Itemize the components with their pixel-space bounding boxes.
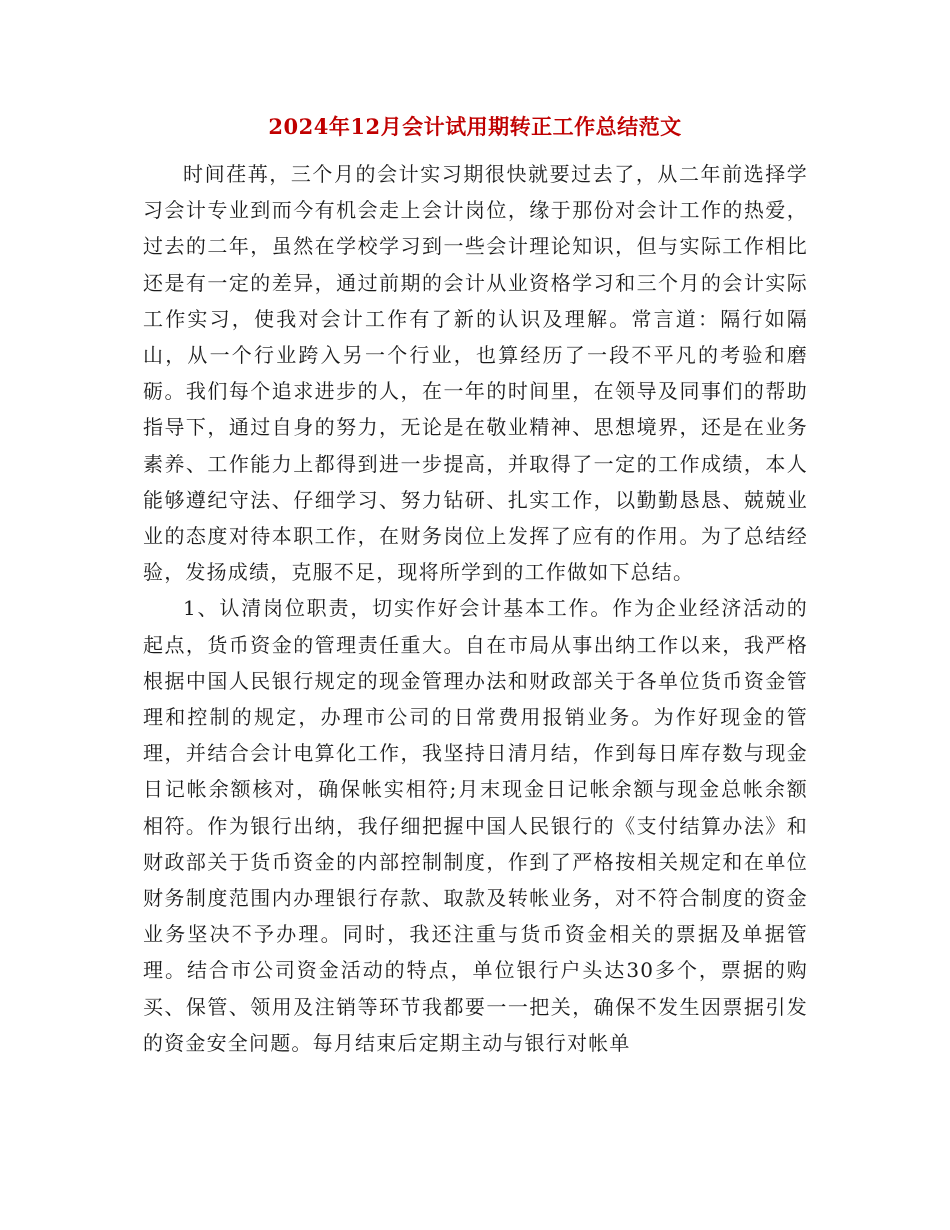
paragraph-intro: 时间荏苒，三个月的会计实习期很快就要过去了，从二年前选择学习会计专业到而今有机会走上会计岗位，缘于那份对会计工作的热爱，过去的二年，虽然在学校学习到一些会计理论知识，但与实际工作相比还是有一定的差异，通过前期的会计从业资格学习和三个月的会计实际工作实习，使我对会计工作有了新的认识及理解。常言道：隔行如隔山，从一个行业跨入另一个行业，也算经历了一段不平凡的考验和磨砺。我们每个追求进步的人，在一年的时间里，在领导及同事们的帮助指导下，通过自身的努力，无论是在敬业精神、思想境界，还是在业务素养、工作能力上都得到进一步提高，并取得了一定的工作成绩，本人能够遵纪守法、仔细学习、努力钻研、扎实工作，以勤勤恳恳、兢兢业业的态度对待本职工作，在财务岗位上发挥了应有的作用。为了总结经验，发扬成绩，克服不足，现将所学到的工作做如下总结。 [143, 162, 808, 585]
document-body [143, 156, 808, 1061]
paragraph-section-1: 1、认清岗位职责，切实作好会计基本工作。作为企业经济活动的起点，货币资金的管理责任重大。自在市局从事出纳工作以来，我严格根据中国人民银行规定的现金管理办法和财政部关于各单位货币资金管理和控制的规定，办理市公司的日常费用报销业务。为作好现金的管理，并结合会计电算化工作，我坚持日清月结，作到每日库存数与现金日记帐余额核对，确保帐实相符;月末现金日记帐余额与现金总帐余额相符。作为银行出纳，我仔细把握中国人民银行的《支付结算办法》和财政部关于货币资金的内部控制制度，作到了严格按相关规定和在单位财务制度范围内办理银行存款、取款及转帐业务，对不符合制度的资金业务坚决不予办理。同时，我还注重与货币资金相关的票据及单据管理。结合市公司资金活动的特点，单位银行户头达30多个，票据的购买、保管、领用及注销等环节我都要一一把关，确保不发生因票据引发的资金安全问题。每月结束后定期主动与银行对帐单 [143, 596, 808, 1055]
document-title: 2024年12月会计试用期转正工作总结范文 [268, 114, 682, 139]
